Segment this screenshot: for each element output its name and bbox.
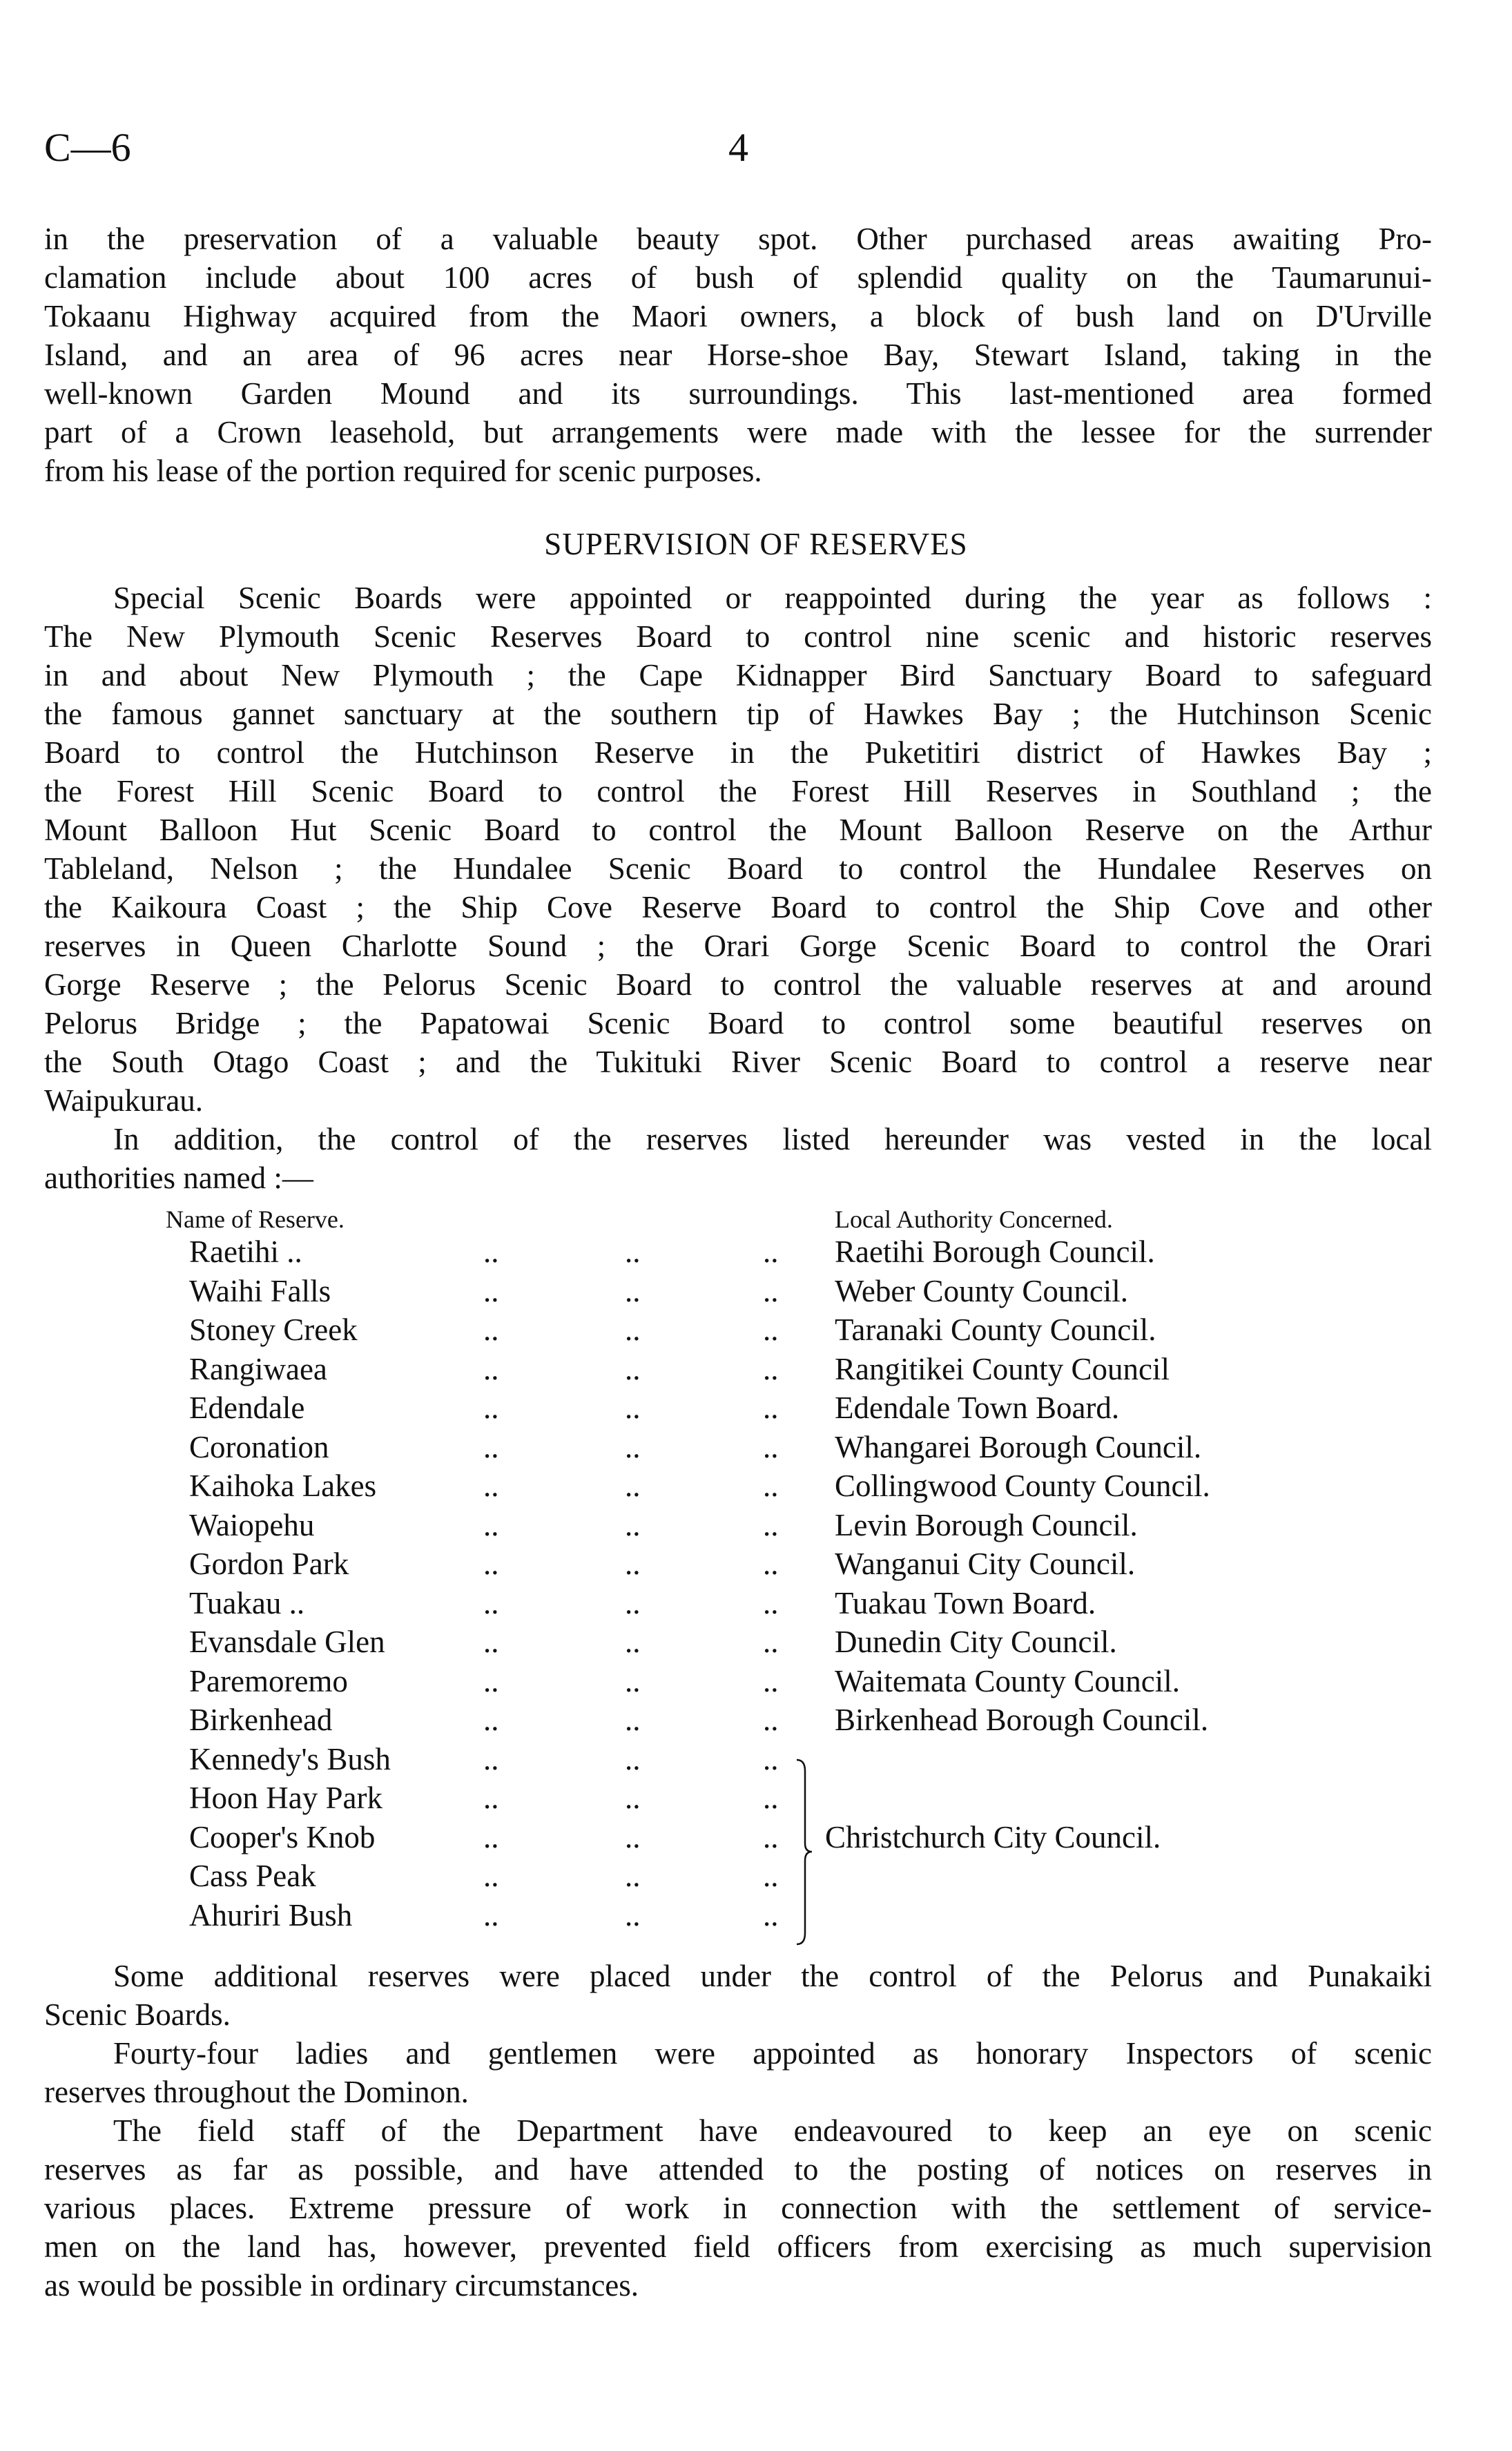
paragraph-additional-reserves: [44, 1957, 1432, 2034]
dot-leader: ..: [625, 1507, 641, 1542]
text-line: In addition, the control of the reserves listed hereunder was vested in the local: [113, 1122, 1432, 1156]
dot-leader: ..: [483, 1547, 499, 1581]
dot-leader: ..: [625, 1585, 641, 1620]
paragraph-field-staff: [44, 2111, 1432, 2305]
reserve-name: Ahuriri Bush: [189, 1897, 353, 1932]
dot-leader: ..: [763, 1234, 779, 1269]
dot-leader: ..: [483, 1897, 499, 1932]
reserve-name: Tuakau ..: [189, 1585, 305, 1620]
reserve-name: Raetihi ..: [189, 1234, 302, 1269]
column-header-authority: Local Authority Concerned.: [835, 1205, 1113, 1233]
text-line: the Kaikoura Coast ; the Ship Cove Reserve Board to control the Ship Cove and other: [44, 890, 1432, 924]
local-authority: Wanganui City Council.: [835, 1547, 1136, 1581]
section-heading: SUPERVISION OF RESERVES: [544, 527, 968, 561]
local-authority: Raetihi Borough Council.: [835, 1234, 1155, 1269]
dot-leader: ..: [483, 1741, 499, 1776]
dot-leader: ..: [763, 1351, 779, 1386]
text-line: part of a Crown leasehold, but arrangements were made with the lessee for the surrender: [44, 415, 1432, 449]
table-row: [0, 1232, 1512, 1271]
text-line: the famous gannet sanctuary at the southern tip of Hawkes Bay ; the Hutchinson Scenic: [44, 697, 1432, 731]
dot-leader: ..: [483, 1469, 499, 1503]
dot-leader: ..: [763, 1703, 779, 1737]
dot-leader: ..: [483, 1781, 499, 1815]
dot-leader: ..: [625, 1897, 641, 1932]
table-row: [0, 1779, 1512, 1817]
text-line: Scenic Boards.: [44, 1997, 231, 2032]
text-line: as would be possible in ordinary circumstances.: [44, 2268, 639, 2303]
local-authority: Birkenhead Borough Council.: [835, 1703, 1209, 1737]
dot-leader: ..: [483, 1819, 499, 1854]
text-line: authorities named :—: [44, 1161, 313, 1195]
reserve-name: Edendale: [189, 1391, 305, 1425]
paragraph-local-authorities: [44, 1120, 1432, 1197]
dot-leader: ..: [625, 1781, 641, 1815]
dot-leader: ..: [483, 1625, 499, 1659]
dot-leader: ..: [763, 1312, 779, 1347]
table-row: [0, 1857, 1512, 1895]
text-line: in the preservation of a valuable beauty spot. Other purchased areas awaiting Pro-: [44, 222, 1432, 256]
table-row: [0, 1466, 1512, 1505]
reserve-name: Cooper's Knob: [189, 1819, 376, 1854]
dot-leader: ..: [483, 1391, 499, 1425]
dot-leader: ..: [763, 1663, 779, 1698]
paragraph-purchased-areas: [44, 220, 1432, 490]
text-line: Gorge Reserve ; the Pelorus Scenic Board to control the valuable reserves at and around: [44, 967, 1432, 1002]
table-row: [0, 1310, 1512, 1349]
reserve-name: Waiopehu: [189, 1507, 315, 1542]
column-header-name: Name of Reserve.: [166, 1205, 345, 1233]
paragraph-scenic-boards: [44, 579, 1432, 1120]
dot-leader: ..: [763, 1507, 779, 1542]
dot-leader: ..: [625, 1234, 641, 1269]
text-line: The New Plymouth Scenic Reserves Board to control nine scenic and historic reserves: [44, 619, 1432, 654]
local-authority: Edendale Town Board.: [835, 1391, 1120, 1425]
reserve-name: Waihi Falls: [189, 1273, 331, 1308]
text-line: Board to control the Hutchinson Reserve in the Puketitiri district of Hawkes Bay ;: [44, 735, 1432, 770]
reserve-name: Kennedy's Bush: [189, 1741, 391, 1776]
text-line: in and about New Plymouth ; the Cape Kidnapper Bird Sanctuary Board to safeguard: [44, 658, 1432, 692]
reserve-name: Gordon Park: [189, 1547, 349, 1581]
reserve-name: Kaihoka Lakes: [189, 1469, 377, 1503]
dot-leader: ..: [763, 1897, 779, 1932]
text-line: well-known Garden Mound and its surroundings. This last-mentioned area formed: [44, 376, 1432, 411]
grouping-brace: [794, 1757, 822, 1947]
dot-leader: ..: [763, 1273, 779, 1308]
page-number: 4: [728, 125, 748, 170]
local-authority: Waitemata County Council.: [835, 1663, 1181, 1698]
text-line: Waipukurau.: [44, 1083, 204, 1118]
text-line: The field staff of the Department have endeavoured to keep an eye on scenic: [113, 2113, 1432, 2148]
table-row: [0, 1740, 1512, 1779]
dot-leader: ..: [483, 1703, 499, 1737]
table-row: [0, 1506, 1512, 1544]
table-row: [0, 1544, 1512, 1583]
table-row: [0, 1622, 1512, 1661]
reserve-name: Coronation: [189, 1429, 329, 1464]
table-row: [0, 1662, 1512, 1701]
document-reference: C—6: [44, 125, 131, 170]
local-authority: Whangarei Borough Council.: [835, 1429, 1202, 1464]
dot-leader: ..: [483, 1507, 499, 1542]
dot-leader: ..: [763, 1859, 779, 1893]
dot-leader: ..: [483, 1312, 499, 1347]
dot-leader: ..: [763, 1469, 779, 1503]
text-line: Tokaanu Highway acquired from the Maori owners, a block of bush land on D'Urville: [44, 299, 1432, 333]
dot-leader: ..: [625, 1819, 641, 1854]
text-line: Pelorus Bridge ; the Papatowai Scenic Board to control some beautiful reserves on: [44, 1006, 1432, 1040]
table-row: [0, 1388, 1512, 1427]
local-authority: Dunedin City Council.: [835, 1625, 1117, 1659]
dot-leader: ..: [763, 1585, 779, 1620]
dot-leader: ..: [625, 1741, 641, 1776]
dot-leader: ..: [483, 1429, 499, 1464]
local-authority: Rangitikei County Council: [835, 1351, 1170, 1386]
text-line: Some additional reserves were placed under the control of the Pelorus and Punakaiki: [113, 1959, 1432, 1993]
dot-leader: ..: [625, 1469, 641, 1503]
dot-leader: ..: [483, 1273, 499, 1308]
dot-leader: ..: [625, 1859, 641, 1893]
dot-leader: ..: [625, 1429, 641, 1464]
local-authority: Taranaki County Council.: [835, 1312, 1156, 1347]
dot-leader: ..: [483, 1351, 499, 1386]
dot-leader: ..: [763, 1429, 779, 1464]
text-line: various places. Extreme pressure of work in connection with the settlement of service-: [44, 2191, 1432, 2225]
dot-leader: ..: [763, 1819, 779, 1854]
reserve-name: Evansdale Glen: [189, 1625, 385, 1659]
table-row: [0, 1701, 1512, 1739]
text-line: men on the land has, however, prevented field officers from exercising as much supervision: [44, 2229, 1432, 2264]
text-line: Mount Balloon Hut Scenic Board to control the Mount Balloon Reserve on the Arthur: [44, 813, 1432, 847]
dot-leader: ..: [763, 1391, 779, 1425]
dot-leader: ..: [625, 1351, 641, 1386]
dot-leader: ..: [625, 1625, 641, 1659]
reserve-name: Paremoremo: [189, 1663, 348, 1698]
text-line: clamation include about 100 acres of bush of splendid quality on the Taumarunui-: [44, 260, 1432, 295]
text-line: Special Scenic Boards were appointed or reappointed during the year as follows :: [113, 581, 1432, 615]
dot-leader: ..: [625, 1391, 641, 1425]
text-line: the South Otago Coast ; and the Tukituki River Scenic Board to control a reserve near: [44, 1045, 1432, 1079]
reserve-name: Stoney Creek: [189, 1312, 358, 1347]
dot-leader: ..: [763, 1781, 779, 1815]
table-row: [0, 1272, 1512, 1310]
reserve-name: Rangiwaea: [189, 1351, 327, 1386]
dot-leader: ..: [763, 1741, 779, 1776]
local-authority: Weber County Council.: [835, 1273, 1129, 1308]
text-line: Island, and an area of 96 acres near Horse-shoe Bay, Stewart Island, taking in the: [44, 338, 1432, 372]
dot-leader: ..: [625, 1273, 641, 1308]
dot-leader: ..: [483, 1234, 499, 1269]
local-authority: Tuakau Town Board.: [835, 1585, 1096, 1620]
dot-leader: ..: [483, 1663, 499, 1698]
dot-leader: ..: [483, 1859, 499, 1893]
dot-leader: ..: [763, 1625, 779, 1659]
local-authority: Collingwood County Council.: [835, 1469, 1210, 1503]
table-row: [0, 1818, 1512, 1857]
text-line: reserves in Queen Charlotte Sound ; the Orari Gorge Scenic Board to control the Orari: [44, 929, 1432, 963]
reserve-name: Cass Peak: [189, 1859, 316, 1893]
dot-leader: ..: [763, 1547, 779, 1581]
table-row: [0, 1584, 1512, 1622]
dot-leader: ..: [625, 1703, 641, 1737]
dot-leader: ..: [625, 1663, 641, 1698]
dot-leader: ..: [625, 1547, 641, 1581]
local-authority: Levin Borough Council.: [835, 1507, 1138, 1542]
table-row: [0, 1896, 1512, 1935]
table-row: [0, 1350, 1512, 1388]
dot-leader: ..: [483, 1585, 499, 1620]
local-authority: Christchurch City Council.: [825, 1819, 1161, 1854]
text-line: reserves throughout the Dominon.: [44, 2075, 469, 2109]
paragraph-honorary-inspectors: [44, 2034, 1432, 2111]
dot-leader: ..: [625, 1312, 641, 1347]
text-line: from his lease of the portion required for scenic purposes.: [44, 454, 762, 488]
table-row: [0, 1428, 1512, 1466]
reserve-name: Birkenhead: [189, 1703, 333, 1737]
text-line: reserves as far as possible, and have attended to the posting of notices on reserves in: [44, 2152, 1432, 2187]
text-line: Fourty-four ladies and gentlemen were appointed as honorary Inspectors of scenic: [113, 2036, 1432, 2071]
reserve-name: Hoon Hay Park: [189, 1781, 382, 1815]
text-line: the Forest Hill Scenic Board to control the Forest Hill Reserves in Southland ; the: [44, 774, 1432, 808]
text-line: Tableland, Nelson ; the Hundalee Scenic Board to control the Hundalee Reserves on: [44, 851, 1432, 886]
